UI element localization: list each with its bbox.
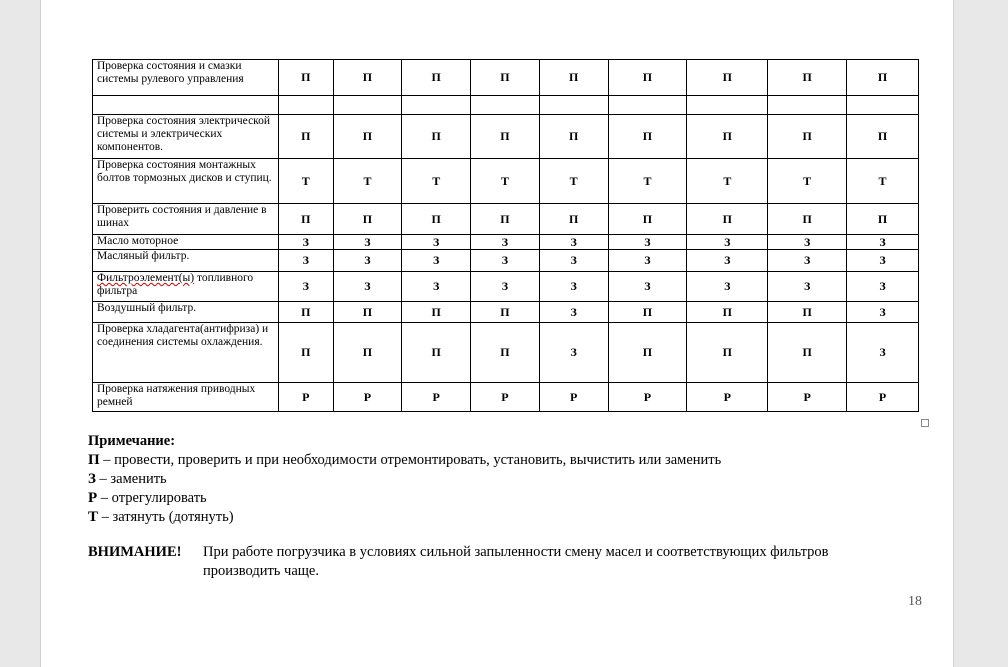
row-label: Проверить состояния и давление в шинах bbox=[93, 204, 279, 235]
table-row bbox=[93, 323, 919, 383]
table-cell: П bbox=[687, 204, 768, 235]
table-row bbox=[93, 115, 919, 159]
table-cell: П bbox=[402, 60, 471, 96]
table-cell: П bbox=[608, 302, 687, 323]
table-cell: П bbox=[471, 302, 540, 323]
table-row bbox=[93, 272, 919, 302]
table-cell: З bbox=[847, 272, 919, 302]
table-cell: П bbox=[539, 204, 608, 235]
table-row bbox=[93, 302, 919, 323]
table-cell: П bbox=[768, 204, 847, 235]
table-cell: З bbox=[768, 235, 847, 250]
table-row bbox=[93, 250, 919, 272]
note-key: Р bbox=[88, 490, 98, 506]
document-page bbox=[40, 0, 954, 667]
table-cell: З bbox=[539, 250, 608, 272]
warning-text: При работе погрузчика в условиях сильной запыленности смену масел и соответствующих фильтров производить чаще. bbox=[203, 544, 829, 579]
table-cell bbox=[768, 96, 847, 115]
table-cell: П bbox=[687, 115, 768, 159]
table-cell: З bbox=[847, 235, 919, 250]
row-label: Масло моторное bbox=[93, 235, 279, 250]
table-cell: З bbox=[402, 272, 471, 302]
row-label: Проверка натяжения приводных ремней bbox=[93, 383, 279, 412]
table-cell: П bbox=[279, 204, 334, 235]
table-resize-handle[interactable] bbox=[921, 419, 929, 427]
table-cell: З bbox=[402, 235, 471, 250]
notes-title: Примечание: bbox=[88, 433, 176, 449]
note-line bbox=[88, 489, 908, 508]
note-line bbox=[88, 470, 908, 489]
table-cell: Т bbox=[687, 159, 768, 204]
note-text: – затянуть (дотянуть) bbox=[98, 509, 234, 525]
row-label: Проверка состояния монтажных болтов тормозных дисков и ступиц. bbox=[93, 159, 279, 204]
table-cell bbox=[687, 96, 768, 115]
note-text: – заменить bbox=[95, 471, 167, 487]
table-cell bbox=[471, 96, 540, 115]
row-label: Фильтроэлемент(ы) топливного фильтра bbox=[93, 272, 279, 302]
table-cell: П bbox=[768, 302, 847, 323]
table-cell: З bbox=[333, 235, 402, 250]
table-row bbox=[93, 204, 919, 235]
note-text: – провести, проверить и при необходимости отремонтировать, установить, вычистить или заменить bbox=[99, 452, 722, 468]
table-cell: З bbox=[471, 235, 540, 250]
table-cell: П bbox=[539, 60, 608, 96]
row-label: Проверка состояния электрической системы и электрических компонентов. bbox=[93, 115, 279, 159]
table-cell: З bbox=[279, 250, 334, 272]
table-cell: Р bbox=[333, 383, 402, 412]
table-cell: П bbox=[333, 115, 402, 159]
table-cell: З bbox=[539, 235, 608, 250]
table-cell bbox=[402, 96, 471, 115]
table-cell: Р bbox=[279, 383, 334, 412]
table-cell: З bbox=[768, 272, 847, 302]
table-cell: Т bbox=[847, 159, 919, 204]
table-cell: П bbox=[608, 323, 687, 383]
table-cell: П bbox=[847, 115, 919, 159]
table-cell: З bbox=[847, 302, 919, 323]
table-cell: З bbox=[687, 250, 768, 272]
table-cell: Т bbox=[539, 159, 608, 204]
table-cell: З bbox=[687, 272, 768, 302]
table-cell: Р bbox=[768, 383, 847, 412]
table-cell: З bbox=[539, 272, 608, 302]
note-line bbox=[88, 508, 908, 527]
note-line bbox=[88, 451, 908, 470]
table-cell: П bbox=[402, 323, 471, 383]
table-cell bbox=[279, 96, 334, 115]
table-cell: З bbox=[333, 272, 402, 302]
table-cell: П bbox=[847, 60, 919, 96]
table-cell bbox=[847, 96, 919, 115]
table-cell: П bbox=[608, 60, 687, 96]
table-cell: П bbox=[333, 60, 402, 96]
table-cell bbox=[333, 96, 402, 115]
table-cell: Р bbox=[402, 383, 471, 412]
table-cell: З bbox=[471, 250, 540, 272]
table-cell: З bbox=[402, 250, 471, 272]
table-cell: П bbox=[539, 115, 608, 159]
table-cell: П bbox=[333, 323, 402, 383]
table-cell: Р bbox=[608, 383, 687, 412]
table-cell: П bbox=[471, 323, 540, 383]
table-cell: З bbox=[687, 235, 768, 250]
table-cell: П bbox=[279, 115, 334, 159]
table-cell: З bbox=[539, 302, 608, 323]
table-cell: П bbox=[279, 60, 334, 96]
table-row bbox=[93, 96, 919, 115]
table-cell: Т bbox=[768, 159, 847, 204]
table-cell: З bbox=[847, 250, 919, 272]
row-label: Масляный фильтр. bbox=[93, 250, 279, 272]
table-cell: П bbox=[687, 60, 768, 96]
row-label bbox=[93, 96, 279, 115]
table-cell: Р bbox=[539, 383, 608, 412]
table-cell: Р bbox=[687, 383, 768, 412]
table-cell: П bbox=[471, 204, 540, 235]
page-number: 18 bbox=[908, 594, 922, 609]
note-key: П bbox=[88, 452, 100, 468]
note-text: – отрегулировать bbox=[97, 490, 207, 506]
table-cell: П bbox=[279, 302, 334, 323]
table-cell: З bbox=[847, 323, 919, 383]
table-row bbox=[93, 235, 919, 250]
table-cell: Т bbox=[402, 159, 471, 204]
maintenance-table-body bbox=[93, 60, 919, 412]
table-cell: П bbox=[471, 115, 540, 159]
table-cell: П bbox=[333, 302, 402, 323]
notes-block bbox=[88, 432, 908, 527]
row-label: Проверка состояния и смазки системы рулевого управления bbox=[93, 60, 279, 96]
row-label: Проверка хладагента(антифриза) и соединения системы охлаждения. bbox=[93, 323, 279, 383]
note-key: З bbox=[88, 471, 96, 487]
table-row bbox=[93, 383, 919, 412]
table-cell: П bbox=[847, 204, 919, 235]
spellcheck-underline: Фильтроэлемент(ы) bbox=[97, 272, 195, 284]
table-cell: Р bbox=[471, 383, 540, 412]
table-cell: П bbox=[768, 60, 847, 96]
table-cell: П bbox=[402, 302, 471, 323]
table-cell: П bbox=[687, 323, 768, 383]
table-cell: П bbox=[333, 204, 402, 235]
table-cell: З bbox=[333, 250, 402, 272]
table-cell: П bbox=[768, 115, 847, 159]
table-cell bbox=[608, 96, 687, 115]
table-cell: П bbox=[402, 115, 471, 159]
maintenance-table bbox=[92, 59, 919, 412]
table-cell: П bbox=[402, 204, 471, 235]
table-cell: П bbox=[471, 60, 540, 96]
row-label: Воздушный фильтр. bbox=[93, 302, 279, 323]
table-cell: З bbox=[279, 272, 334, 302]
table-cell: П bbox=[687, 302, 768, 323]
table-cell: П bbox=[608, 115, 687, 159]
table-row bbox=[93, 159, 919, 204]
table-cell: З bbox=[608, 250, 687, 272]
table-cell: П bbox=[279, 323, 334, 383]
table-cell: Т bbox=[471, 159, 540, 204]
note-key: Т bbox=[88, 509, 99, 525]
table-row bbox=[93, 60, 919, 96]
warning-title: ВНИМАНИЕ! bbox=[88, 544, 182, 560]
table-cell: Т bbox=[333, 159, 402, 204]
table-cell: Т bbox=[608, 159, 687, 204]
table-cell: З bbox=[768, 250, 847, 272]
table-cell: Р bbox=[847, 383, 919, 412]
table-cell: З bbox=[471, 272, 540, 302]
table-cell: П bbox=[768, 323, 847, 383]
table-cell: З bbox=[279, 235, 334, 250]
table-cell bbox=[539, 96, 608, 115]
table-cell: З bbox=[608, 235, 687, 250]
table-cell: З bbox=[608, 272, 687, 302]
table-cell: Т bbox=[279, 159, 334, 204]
table-cell: З bbox=[539, 323, 608, 383]
table-cell: П bbox=[608, 204, 687, 235]
